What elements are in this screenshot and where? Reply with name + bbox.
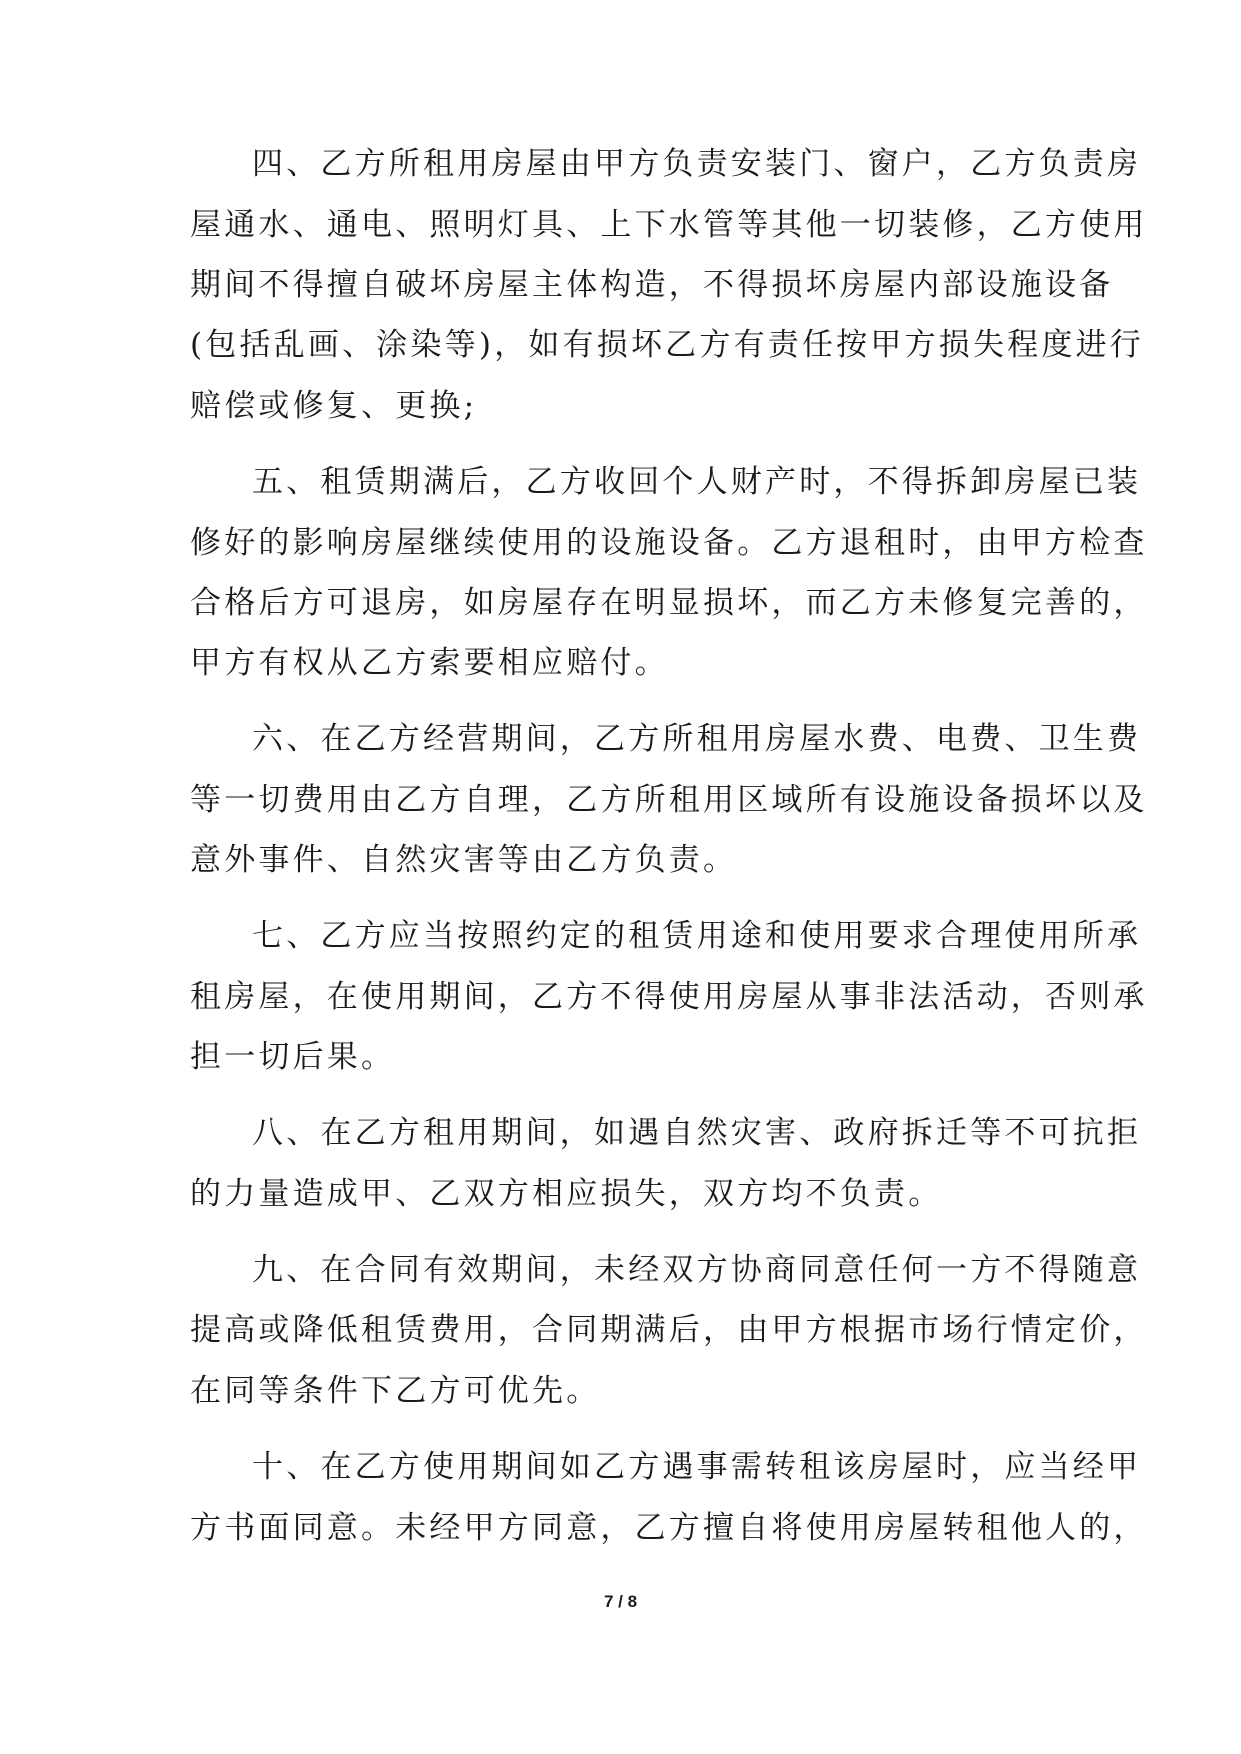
paragraph-8-line-1: 八、在乙方租用期间，如遇自然灾害、政府拆迁等不可抗拒: [252, 1115, 1142, 1151]
page-number: 7 / 8: [603, 1592, 638, 1611]
paragraph-7-line-2: 租房屋，在使用期间，乙方不得使用房屋从事非法活动，否则承: [190, 979, 1148, 1015]
paragraph-5-line-2: 修好的影响房屋继续使用的设施设备。乙方退租时，由甲方检查: [190, 525, 1148, 561]
paragraph-10-line-2: 方书面同意。未经甲方同意，乙方擅自将使用房屋转租他人的，: [190, 1510, 1148, 1546]
paragraph-4-line-1: 四、乙方所租用房屋由甲方负责安装门、窗户，乙方负责房: [252, 146, 1142, 182]
paragraph-4-line-4: (包括乱画、涂染等)，如有损坏乙方有责任按甲方损失程度进行: [190, 327, 1144, 363]
paragraph-9-line-3: 在同等条件下乙方可优先。: [190, 1373, 601, 1409]
paragraph-6-line-1: 六、在乙方经营期间，乙方所租用房屋水费、电费、卫生费: [252, 721, 1142, 757]
paragraph-6-line-2: 等一切费用由乙方自理，乙方所租用区域所有设施设备损坏以及: [190, 782, 1148, 818]
paragraph-7-line-3: 担一切后果。: [190, 1039, 396, 1075]
paragraph-5-line-3: 合格后方可退房，如房屋存在明显损坏，而乙方未修复完善的，: [190, 585, 1148, 621]
paragraph-4-line-5: 赔偿或修复、更换;: [190, 388, 478, 424]
paragraph-4-line-2: 屋通水、通电、照明灯具、上下水管等其他一切装修，乙方使用: [190, 207, 1148, 243]
paragraph-5-line-4: 甲方有权从乙方索要相应赔付。: [190, 645, 669, 681]
paragraph-7-line-1: 七、乙方应当按照约定的租赁用途和使用要求合理使用所承: [252, 918, 1142, 954]
paragraph-10-line-1: 十、在乙方使用期间如乙方遇事需转租该房屋时，应当经甲: [252, 1449, 1142, 1485]
paragraph-9-line-1: 九、在合同有效期间，未经双方协商同意任何一方不得随意: [252, 1252, 1142, 1288]
paragraph-9-line-2: 提高或降低租赁费用，合同期满后，由甲方根据市场行情定价，: [190, 1312, 1148, 1348]
paragraph-5-line-1: 五、租赁期满后，乙方收回个人财产时，不得拆卸房屋已装: [252, 464, 1142, 500]
paragraph-6-line-3: 意外事件、自然灾害等由乙方负责。: [190, 842, 738, 878]
paragraph-4-line-3: 期间不得擅自破坏房屋主体构造，不得损坏房屋内部设施设备: [190, 267, 1114, 303]
paragraph-8-line-2: 的力量造成甲、乙双方相应损失，双方均不负责。: [190, 1176, 943, 1212]
